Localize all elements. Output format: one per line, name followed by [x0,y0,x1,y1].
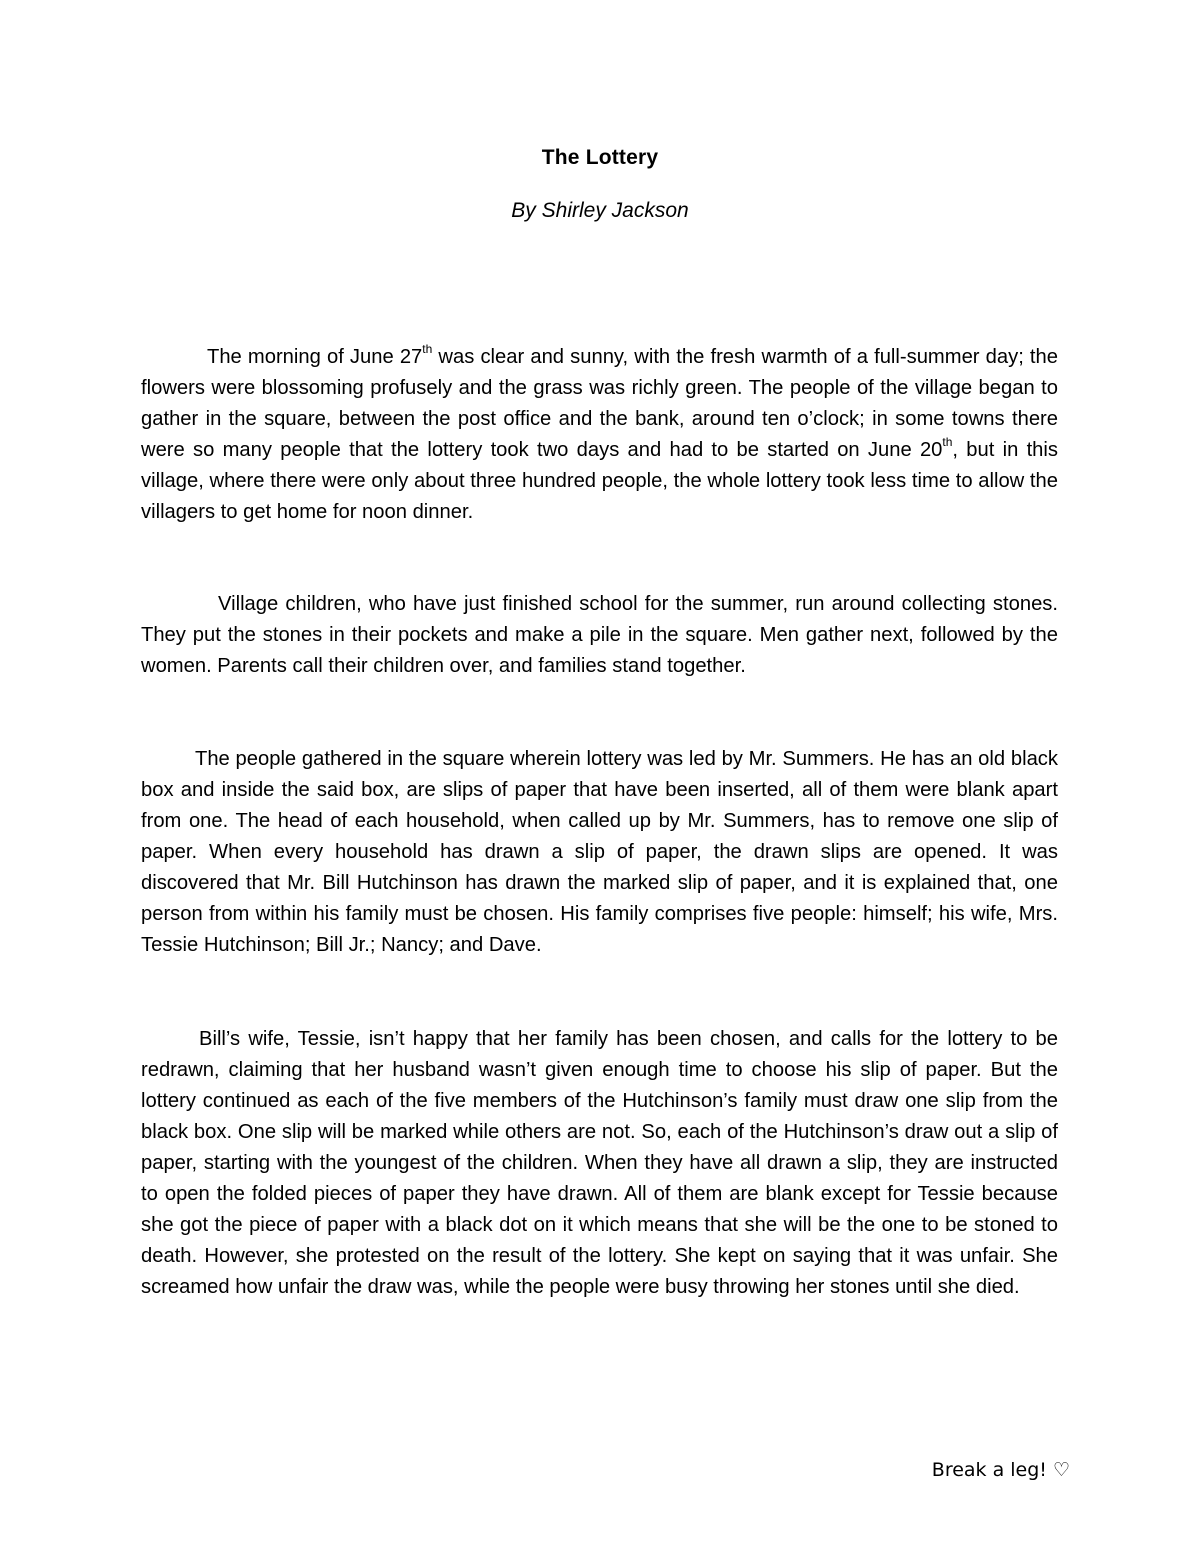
paragraph-1-part-a: The morning of June 27 [207,346,423,368]
paragraph-1 [141,342,1058,528]
footer-note: Break a leg! ♡ [931,1459,1070,1481]
paragraph-1-part-c: , but in this village, where there were only about three hundred people, the whole lottery took less time to allow the villagers to get home for noon dinner. [141,439,1058,523]
paragraph-4: Bill’s wife, Tessie, isn’t happy that her family has been chosen, and calls for the lottery to be redrawn, claiming that her husband wasn’t given enough time to choose his slip of paper. But the lottery continued as each of the five members of the Hutchinson’s family must draw one slip from the black box. One slip will be marked while others are not. So, each of the Hutchinson’s draw out a slip of paper, starting with the youngest of the children. When they have all drawn a slip, they are instructed to open the folded pieces of paper they have drawn. All of them are blank except for Tessie because she got the piece of paper with a black dot on it which means that she will be the one to be stoned to death. However, she protested on the result of the lottery. She kept on saying that it was unfair. She screamed how unfair the draw was, while the people were busy throwing her stones until she died. [141,1028,1058,1298]
document-byline: By Shirley Jackson [511,199,689,222]
document-title: The Lottery [541,146,659,169]
paragraph-3: The people gathered in the square wherein lottery was led by Mr. Summers. He has an old black box and inside the said box, are slips of paper that have been inserted, all of them were blank apart from one. The head of each household, when called up by Mr. Summers, has to remove one slip of paper. When every household has drawn a slip of paper, the drawn slips are opened. It was discovered that Mr. Bill Hutchinson has drawn the marked slip of paper, and it is explained that, one person from within his family must be chosen. His family comprises five people: himself; his wife, Mrs. Tessie Hutchinson; Bill Jr.; Nancy; and Dave. [141,748,1058,956]
paragraph-2: Village children, who have just finished school for the summer, run around collecting stones. They put the stones in their pockets and make a pile in the square. Men gather next, followed by the women. Parents call their children over, and families stand together. [141,593,1058,677]
superscript-th-2: th [942,435,953,450]
paragraph-1-part-b: was clear and sunny, with the fresh warmth of a full-summer day; the flowers were blossoming profusely and the grass was richly green. The people of the village began to gather in the square, between the post office and the bank, around ten o’clock; in some towns there were so many people that the lottery took two days and had to be started on June 20 [141,346,1058,461]
superscript-th-1: th [422,342,433,357]
